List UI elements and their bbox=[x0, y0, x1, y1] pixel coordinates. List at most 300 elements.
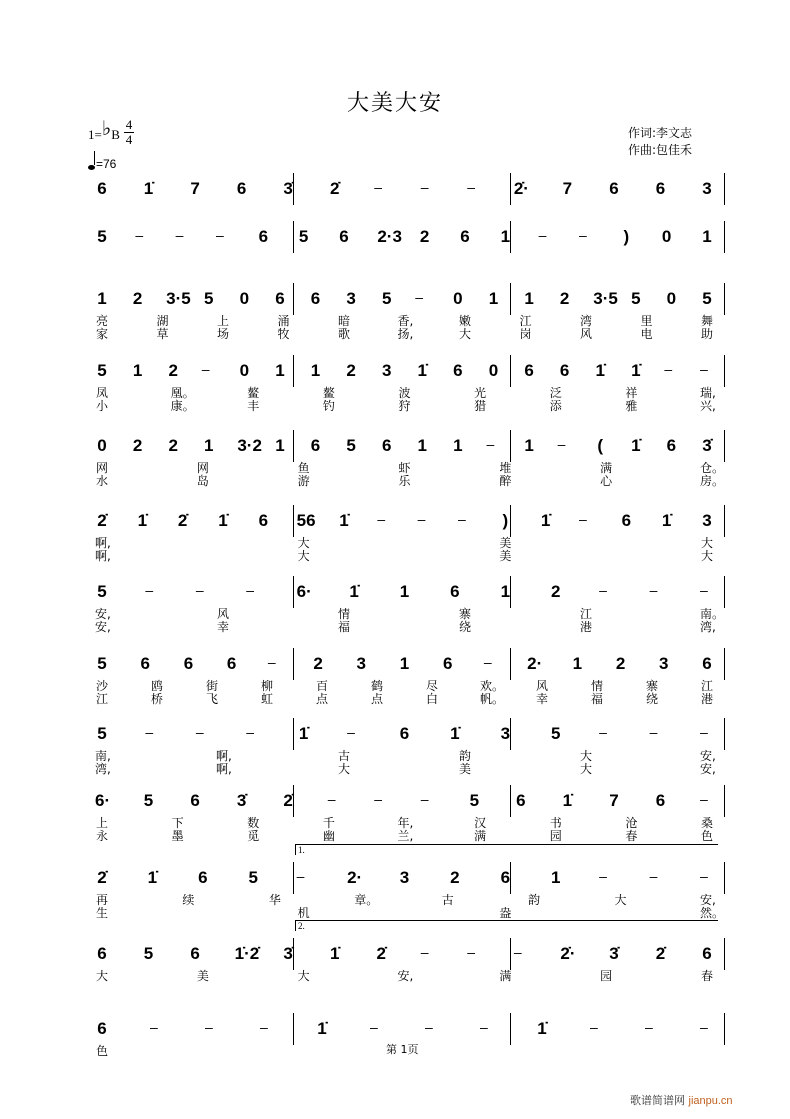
lyric: 色 bbox=[700, 829, 713, 843]
lyric: 鱼 bbox=[297, 461, 310, 475]
note: 7 bbox=[190, 179, 200, 198]
note: 7 bbox=[562, 179, 573, 198]
note: 6 bbox=[381, 436, 392, 455]
lyric: 虾 bbox=[398, 461, 411, 475]
watermark-url: jianpu.cn bbox=[688, 1095, 733, 1107]
bar-line bbox=[293, 355, 294, 387]
note: 2 bbox=[132, 289, 143, 308]
note: 2̇ bbox=[97, 868, 107, 887]
note: 5 bbox=[143, 791, 154, 810]
time-signature bbox=[124, 118, 134, 147]
lyric: 大 bbox=[614, 893, 627, 907]
lyric: 网 bbox=[196, 461, 209, 475]
lyric: 大 bbox=[337, 762, 350, 776]
lyric: 盎 bbox=[499, 906, 512, 920]
note: 5 bbox=[469, 791, 480, 810]
lyric: 凤 bbox=[95, 386, 108, 400]
hold-dash: – bbox=[599, 724, 607, 740]
note: 3 bbox=[659, 654, 669, 673]
note: 5 bbox=[97, 724, 107, 743]
lyric: 点 bbox=[370, 692, 383, 706]
bar-line bbox=[510, 355, 511, 387]
bar-line bbox=[293, 862, 294, 894]
note: 0 bbox=[488, 361, 499, 380]
lyric: 醉 bbox=[499, 474, 512, 488]
tempo-marking bbox=[88, 154, 116, 171]
song-title: 大美大安 bbox=[346, 91, 443, 116]
credits bbox=[628, 125, 692, 159]
lyric: 华 bbox=[268, 893, 281, 907]
lyric: 园 bbox=[549, 829, 562, 843]
note: 1 bbox=[417, 436, 428, 455]
note: 6 bbox=[524, 361, 534, 380]
lyric: 泛 bbox=[549, 386, 562, 400]
note: 6 bbox=[97, 179, 107, 198]
note: 2 bbox=[419, 227, 430, 246]
lyric: 暗 bbox=[337, 314, 350, 328]
lyric: 堆 bbox=[499, 461, 512, 475]
bar-line bbox=[724, 718, 725, 750]
note: 2̇· bbox=[513, 179, 529, 198]
lyric: 猎 bbox=[474, 399, 487, 413]
page-number: 第 1页 bbox=[386, 1043, 419, 1056]
lyric: 柳 bbox=[260, 679, 273, 693]
note: 56 bbox=[296, 511, 316, 530]
note: 6 bbox=[97, 944, 107, 963]
lyric: 兴, bbox=[700, 399, 716, 413]
hold-dash: – bbox=[467, 944, 476, 960]
note: 6 bbox=[310, 289, 321, 308]
bar-line bbox=[293, 576, 294, 608]
note: 6· bbox=[296, 582, 312, 601]
key-signature bbox=[88, 120, 120, 145]
lyric: 年, bbox=[397, 816, 414, 830]
lyric: 涌 bbox=[277, 314, 290, 328]
lyric: 帆。 bbox=[480, 692, 505, 706]
lyric: 韵 bbox=[528, 893, 541, 907]
lyric: 网 bbox=[95, 461, 108, 475]
lyric: 香, bbox=[397, 314, 414, 328]
hold-dash: – bbox=[579, 511, 587, 527]
lyric: 幽 bbox=[322, 829, 335, 843]
lyric: 助 bbox=[700, 327, 713, 341]
note: 2̇ bbox=[329, 179, 340, 198]
bar-line bbox=[724, 938, 725, 970]
lyric: 乐 bbox=[398, 474, 411, 488]
hold-dash: – bbox=[599, 582, 607, 598]
hold-dash: – bbox=[260, 1019, 268, 1035]
hold-dash: – bbox=[649, 868, 658, 884]
lyric: 寨 bbox=[458, 607, 471, 621]
hold-dash: – bbox=[480, 1019, 488, 1035]
note: 1̇ bbox=[218, 511, 228, 530]
lyric: 春 bbox=[625, 829, 638, 843]
bar-line bbox=[293, 221, 294, 253]
lyric: 南, bbox=[95, 749, 111, 763]
bar-line bbox=[293, 430, 294, 462]
bar-line bbox=[293, 505, 294, 537]
lyric: 岛 bbox=[196, 474, 209, 488]
bar-line bbox=[724, 430, 725, 462]
hold-dash: – bbox=[195, 582, 204, 598]
lyric: 南。 bbox=[700, 607, 725, 621]
note-stem bbox=[94, 151, 95, 165]
note: 1̇ bbox=[329, 944, 340, 963]
lyric: 江 bbox=[519, 314, 532, 328]
hold-dash: – bbox=[700, 361, 708, 377]
hold-dash: – bbox=[649, 582, 658, 598]
bar-line bbox=[724, 505, 725, 537]
hold-dash: – bbox=[590, 1019, 598, 1035]
bar-line bbox=[510, 1013, 511, 1045]
bar-line bbox=[510, 648, 511, 680]
note: 1 bbox=[500, 227, 511, 246]
lyric: 舞 bbox=[700, 314, 713, 328]
lyric: 桑 bbox=[700, 816, 713, 830]
lyric: 墨 bbox=[171, 829, 184, 843]
hold-dash: – bbox=[664, 361, 673, 377]
note: 3·5 bbox=[166, 289, 191, 308]
hold-dash: – bbox=[700, 868, 708, 884]
lyric: 港 bbox=[700, 692, 713, 706]
note: 6 bbox=[702, 654, 712, 673]
note: 2 bbox=[450, 868, 460, 887]
bar-line bbox=[724, 221, 725, 253]
hold-dash: – bbox=[483, 654, 492, 670]
note: 1 bbox=[524, 289, 534, 308]
lyric: 千 bbox=[322, 816, 335, 830]
lyric: 永 bbox=[95, 829, 108, 843]
hold-dash: – bbox=[205, 1019, 213, 1035]
lyricist: 作词:李文志 bbox=[628, 126, 693, 140]
lyric: 啊, bbox=[216, 749, 232, 763]
lyric: 美 bbox=[458, 762, 471, 776]
note: 5 bbox=[204, 289, 214, 308]
hold-dash: – bbox=[420, 944, 429, 960]
bar-line bbox=[724, 355, 725, 387]
lyric: 汉 bbox=[474, 816, 487, 830]
lyric: 韵 bbox=[458, 749, 471, 763]
note: 6 bbox=[655, 179, 666, 198]
note: 3̇ bbox=[283, 944, 293, 963]
note: 1̇ bbox=[631, 361, 641, 380]
lyric: 牧 bbox=[277, 327, 290, 341]
lyric: 风 bbox=[216, 607, 229, 621]
bar-line bbox=[510, 173, 511, 205]
lyric: 上 bbox=[216, 314, 229, 328]
note: 2 bbox=[615, 654, 626, 673]
note: 0 bbox=[453, 289, 463, 308]
lyric: 湾, bbox=[700, 620, 716, 634]
lyric: 大 bbox=[700, 536, 713, 550]
hold-dash: – bbox=[377, 511, 386, 527]
note: 6 bbox=[460, 227, 470, 246]
lyric: 安, bbox=[700, 893, 716, 907]
note: 1̇ bbox=[661, 511, 672, 530]
lyric: 点 bbox=[315, 692, 328, 706]
hold-dash: – bbox=[458, 511, 466, 527]
note: 1̇ bbox=[137, 511, 148, 530]
hold-dash: – bbox=[150, 1019, 158, 1035]
bar-line bbox=[724, 1013, 725, 1045]
lyric: 情 bbox=[590, 679, 603, 693]
hold-dash: – bbox=[486, 436, 495, 452]
lyric: 春 bbox=[700, 969, 713, 983]
watermark bbox=[630, 1092, 733, 1108]
hold-dash: – bbox=[420, 179, 429, 195]
lyric: 大 bbox=[297, 969, 310, 983]
lyric: 章。 bbox=[354, 893, 379, 907]
lyric: 仓。 bbox=[700, 461, 725, 475]
note: 5 bbox=[97, 654, 107, 673]
bar-line bbox=[510, 283, 511, 315]
lyric: 港 bbox=[579, 620, 592, 634]
note: 1̇ bbox=[298, 724, 309, 743]
lyric: 满 bbox=[474, 829, 487, 843]
note: ( bbox=[597, 436, 604, 455]
note: 7 bbox=[609, 791, 619, 810]
hold-dash: – bbox=[347, 724, 355, 740]
lyric: 下 bbox=[171, 816, 184, 830]
volta-bracket: 2. bbox=[295, 920, 718, 931]
note: 2̇· bbox=[560, 944, 576, 963]
lyric: 湖 bbox=[156, 314, 169, 328]
note: 6 bbox=[399, 724, 410, 743]
bar-line bbox=[293, 718, 294, 750]
hold-dash: – bbox=[425, 1019, 433, 1035]
hold-dash: – bbox=[700, 1019, 708, 1035]
bar-line bbox=[293, 283, 294, 315]
note: 1̇ bbox=[562, 791, 573, 810]
note: 1̇ bbox=[417, 361, 428, 380]
lyric: 再 bbox=[95, 893, 108, 907]
lyric: 风 bbox=[579, 327, 592, 341]
lyric: 雅 bbox=[625, 399, 638, 413]
lyric: 大 bbox=[579, 749, 592, 763]
lyric: 大 bbox=[700, 549, 713, 563]
note: 5 bbox=[702, 289, 712, 308]
lyric: 福 bbox=[590, 692, 603, 706]
lyric: 满 bbox=[499, 969, 512, 983]
note: ) bbox=[502, 511, 509, 530]
lyric: 鸥 bbox=[150, 679, 163, 693]
note: 3·5 bbox=[593, 289, 618, 308]
note: 3 bbox=[399, 868, 410, 887]
note: 1̇ bbox=[631, 436, 641, 455]
note: 6 bbox=[621, 511, 632, 530]
lyric: 美 bbox=[196, 969, 209, 983]
lyric: 大 bbox=[458, 327, 471, 341]
note: 3 bbox=[346, 289, 356, 308]
lyric: 续 bbox=[182, 893, 195, 907]
lyric: 安, bbox=[700, 749, 716, 763]
note: 2̇ bbox=[177, 511, 188, 530]
note: 1 bbox=[551, 868, 561, 887]
note: 6 bbox=[516, 791, 526, 810]
lyric: 水 bbox=[95, 474, 108, 488]
lyric: 江 bbox=[95, 692, 108, 706]
lyric: 鳌 bbox=[247, 386, 260, 400]
lyric: 岗 bbox=[519, 327, 532, 341]
lyric: 心 bbox=[600, 474, 613, 488]
note: 6 bbox=[339, 227, 349, 246]
hold-dash: – bbox=[246, 582, 255, 598]
lyric: 园 bbox=[600, 969, 613, 983]
bar-line bbox=[724, 173, 725, 205]
lyric: 绕 bbox=[458, 620, 471, 634]
bar-line bbox=[724, 576, 725, 608]
note: 3 bbox=[702, 511, 712, 530]
note: 6· bbox=[95, 791, 111, 810]
lyric: 觅 bbox=[247, 829, 260, 843]
bar-line bbox=[724, 648, 725, 680]
hold-dash: – bbox=[579, 227, 587, 243]
note: 2 bbox=[551, 582, 561, 601]
note: 1̇ bbox=[537, 1019, 547, 1038]
hold-dash: – bbox=[700, 791, 708, 807]
note: 1 bbox=[453, 436, 463, 455]
note: 2 bbox=[168, 436, 178, 455]
note: 5 bbox=[298, 227, 309, 246]
lyric: 啊, bbox=[95, 549, 111, 563]
hold-dash: – bbox=[599, 868, 607, 884]
note: 2 bbox=[313, 654, 323, 673]
note: 1̇ bbox=[540, 511, 551, 530]
lyric: 扬, bbox=[397, 327, 414, 341]
bar-line bbox=[724, 785, 725, 817]
note: 2 bbox=[346, 361, 356, 380]
lyric: 幸 bbox=[535, 692, 548, 706]
note: 2̇ bbox=[97, 511, 107, 530]
lyric: 美 bbox=[499, 536, 512, 550]
note: 1 bbox=[275, 436, 285, 455]
lyric: 电 bbox=[640, 327, 653, 341]
lyric: 家 bbox=[95, 327, 108, 341]
note: 5 bbox=[381, 289, 392, 308]
lyric: 欢。 bbox=[480, 679, 505, 693]
note: 2̇ bbox=[376, 944, 386, 963]
lyric: 波 bbox=[398, 386, 411, 400]
hold-dash: – bbox=[557, 436, 566, 452]
flat-icon: ♭ bbox=[101, 118, 112, 140]
note: 1̇ bbox=[147, 868, 158, 887]
note: 1 bbox=[500, 582, 511, 601]
note: 3̇ bbox=[236, 791, 247, 810]
note: 2̇ bbox=[283, 791, 293, 810]
quarter-note-icon bbox=[88, 165, 95, 170]
note: 6 bbox=[258, 511, 269, 530]
note: 0 bbox=[97, 436, 107, 455]
lyric: 沧 bbox=[625, 816, 638, 830]
lyric: 满 bbox=[600, 461, 613, 475]
note: 1 bbox=[399, 582, 410, 601]
note: 1 bbox=[702, 227, 712, 246]
lyric: 大 bbox=[297, 549, 310, 563]
lyric: 啊, bbox=[95, 536, 111, 550]
lyric: 里 bbox=[640, 314, 653, 328]
lyric: 湾, bbox=[95, 762, 111, 776]
hold-dash: – bbox=[420, 791, 429, 807]
lyric: 瑞, bbox=[700, 386, 716, 400]
note: 1 bbox=[572, 654, 583, 673]
key-note: B bbox=[111, 127, 120, 142]
lyric: 虹 bbox=[260, 692, 273, 706]
note: 1 bbox=[132, 361, 143, 380]
note: 5 bbox=[143, 944, 154, 963]
lyric: 丰 bbox=[247, 399, 260, 413]
bar-line bbox=[293, 1013, 294, 1045]
note: 5 bbox=[346, 436, 356, 455]
hold-dash: – bbox=[216, 227, 224, 243]
lyric: 啊, bbox=[216, 762, 232, 776]
note: 0 bbox=[661, 227, 672, 246]
tempo-value: =76 bbox=[96, 157, 117, 171]
note: 1̇ bbox=[349, 582, 359, 601]
note: 6 bbox=[442, 654, 453, 673]
lyric: 情 bbox=[337, 607, 350, 621]
lyric: 钓 bbox=[322, 399, 335, 413]
note: 1̇·2̇ bbox=[234, 944, 260, 963]
lyric: 大 bbox=[579, 762, 592, 776]
lyric: 兰, bbox=[397, 829, 414, 843]
watermark-text: 歌谱简谱网 bbox=[630, 1094, 685, 1107]
lyric: 嫩 bbox=[458, 314, 471, 328]
note: 6 bbox=[500, 868, 511, 887]
lyric: 光 bbox=[474, 386, 487, 400]
note: 1 bbox=[97, 289, 107, 308]
lyric: 江 bbox=[700, 679, 713, 693]
lyric: 古 bbox=[337, 749, 350, 763]
lyric: 房。 bbox=[700, 474, 725, 488]
hold-dash: – bbox=[417, 511, 426, 527]
lyric: 白 bbox=[425, 692, 438, 706]
hold-dash: – bbox=[467, 179, 476, 195]
note: 2 bbox=[132, 436, 143, 455]
hold-dash: – bbox=[135, 227, 144, 243]
note: 1̇ bbox=[317, 1019, 327, 1038]
hold-dash: – bbox=[374, 179, 383, 195]
note: 6 bbox=[236, 179, 247, 198]
lyric: 大 bbox=[297, 536, 310, 550]
lyric: 场 bbox=[216, 327, 229, 341]
lyric: 街 bbox=[205, 679, 218, 693]
note: 2·3 bbox=[377, 227, 402, 246]
bar-line bbox=[724, 283, 725, 315]
note: 5 bbox=[551, 724, 561, 743]
lyric: 康。 bbox=[170, 399, 195, 413]
lyric: 然。 bbox=[700, 906, 725, 920]
note: 1̇ bbox=[450, 724, 460, 743]
lyric: 安, bbox=[397, 969, 414, 983]
lyric: 歌 bbox=[337, 327, 350, 341]
note: 6 bbox=[183, 654, 194, 673]
note: 3̇ bbox=[283, 179, 293, 198]
note: 5 bbox=[248, 868, 258, 887]
lyric: 古 bbox=[441, 893, 454, 907]
lyric: 安, bbox=[95, 607, 111, 621]
note: 5 bbox=[97, 227, 107, 246]
note: 3·2 bbox=[237, 436, 262, 455]
note: 1 bbox=[488, 289, 499, 308]
note: 6 bbox=[140, 654, 150, 673]
hold-dash: – bbox=[649, 724, 658, 740]
lyric: 尽 bbox=[425, 679, 438, 693]
hold-dash: – bbox=[201, 361, 210, 377]
note: 1 bbox=[524, 436, 534, 455]
lyric: 寨 bbox=[645, 679, 658, 693]
bar-line bbox=[510, 938, 511, 970]
lyric: 幸 bbox=[216, 620, 229, 634]
